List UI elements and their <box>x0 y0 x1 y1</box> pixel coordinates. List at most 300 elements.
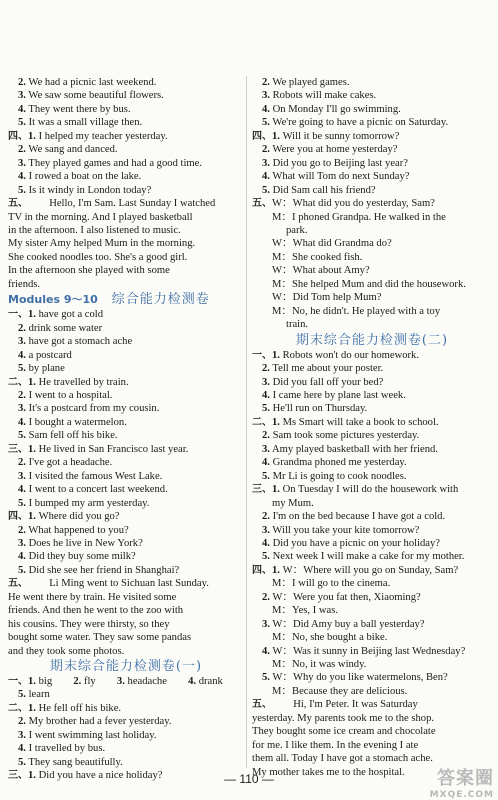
item-number: 3. <box>262 524 270 536</box>
item-number: 5. <box>262 551 270 563</box>
answer-text: have got a stomach ache <box>28 336 133 348</box>
dialogue-text: No, she bought a bike. <box>292 632 388 644</box>
item-number: 1. <box>28 511 36 523</box>
passage-text: Li Ming went to Sichuan last Sunday. <box>49 578 209 590</box>
answer-line <box>8 577 244 590</box>
answer-line <box>8 184 244 197</box>
answer-line <box>252 389 492 402</box>
answer-text: Robots won't do our homework. <box>282 349 419 361</box>
dialogue-text: park. <box>286 224 308 236</box>
answer-line <box>252 429 492 442</box>
answer-line <box>8 335 244 348</box>
section-marker: 四、 <box>8 511 28 523</box>
answer-line <box>252 116 492 129</box>
dialogue-text: Yes, I was. <box>292 605 339 617</box>
answer-text: They sang beautifully. <box>28 756 123 768</box>
item-number: 1. <box>28 770 36 782</box>
dialogue-text: Were you fat then, Xiaoming? <box>293 591 421 603</box>
item-number: 5. <box>18 430 26 442</box>
answer-line <box>252 591 492 604</box>
answer-line <box>8 237 244 250</box>
item-number: 1. <box>28 130 36 142</box>
answer-line <box>252 211 492 224</box>
answer-line <box>252 712 492 725</box>
item-number: 5. <box>262 184 270 196</box>
answer-text: have got a cold <box>38 309 104 321</box>
item-number: 4. <box>262 537 270 549</box>
answer-line <box>8 742 244 755</box>
answer-line <box>252 416 492 429</box>
passage-text: bought some water. They saw some pandas <box>8 632 192 644</box>
answer-text: He fell off his bike. <box>38 702 122 714</box>
answer-line <box>252 631 492 644</box>
answer-line <box>252 130 492 143</box>
answer-line <box>252 237 492 250</box>
answer-line <box>252 349 492 362</box>
item-number: 1. <box>28 443 36 455</box>
speaker-label: M： <box>272 251 293 263</box>
item-number: 4. <box>18 416 26 428</box>
answer-line <box>252 739 492 752</box>
answer-text: a postcard <box>28 349 72 361</box>
item-number: 3. <box>18 90 26 102</box>
section-heading <box>8 292 244 307</box>
answer-text: It was a small village then. <box>28 117 143 129</box>
answer-text: Where did you go? <box>38 511 120 523</box>
answer-text: fly <box>83 676 96 688</box>
passage-text: My sister Amy helped Mum in the morning. <box>8 238 196 250</box>
speaker-label: W： <box>272 618 294 630</box>
answer-line <box>8 211 244 224</box>
item-number: 2. <box>18 77 26 88</box>
item-number: 3. <box>262 90 270 102</box>
answer-text: We had a picnic last weekend. <box>28 77 157 88</box>
right-column <box>252 76 492 779</box>
passage-text: in the afternoon. I also listened to music. <box>8 224 181 236</box>
answer-text: I'm on the bed because I have got a cold. <box>272 511 446 523</box>
dialogue-text: No, it was windy. <box>292 659 367 671</box>
speaker-label: M： <box>272 632 293 644</box>
passage-text: yesterday. My parents took me to the shop. <box>252 712 435 724</box>
answer-line <box>8 645 244 658</box>
dialogue-text: Did Tom help Mum? <box>292 292 382 304</box>
passage-text: He went there by train. He visited some <box>8 591 177 603</box>
dialogue-text: Did Amy buy a ball yesterday? <box>293 618 425 630</box>
passage-text: friends. And then he went to the zoo with <box>8 605 184 617</box>
answer-line <box>8 756 244 769</box>
answer-text: Did they buy some milk? <box>28 551 136 563</box>
passage-text: She cooked noodles too. She's a good girl. <box>8 251 188 263</box>
answer-line <box>252 376 492 389</box>
answer-text: We sang and danced. <box>28 144 118 156</box>
answer-line <box>252 564 492 577</box>
answer-text: I came here by plane last week. <box>272 389 406 401</box>
answer-text: My brother had a fever yesterday. <box>28 716 172 728</box>
speaker-label: M： <box>272 278 293 290</box>
answer-line <box>8 103 244 116</box>
answer-line <box>8 429 244 442</box>
dialogue-text: She cooked fish. <box>292 251 363 263</box>
passage-text: Hi, I'm Peter. It was Saturday <box>293 699 418 711</box>
answer-line <box>8 510 244 523</box>
answer-line <box>8 264 244 277</box>
answer-text: learn <box>28 689 50 701</box>
answer-line <box>8 349 244 362</box>
section-marker: 二、 <box>252 416 272 428</box>
answer-line <box>252 291 492 304</box>
item-number: 2. <box>18 322 26 334</box>
answer-line <box>8 591 244 604</box>
item-number: 4. <box>18 743 26 755</box>
answer-line <box>8 483 244 496</box>
speaker-label: M： <box>272 305 293 317</box>
answer-text: Is it windy in London today? <box>28 184 152 196</box>
answer-text: Does he live in New York? <box>28 537 143 549</box>
answer-text: Did you have a picnic on your holiday? <box>272 537 441 549</box>
answer-text: big <box>38 676 53 688</box>
item-number: 2. <box>18 457 26 469</box>
answer-text: They played games and had a good time. <box>28 157 202 169</box>
answer-line <box>8 143 244 156</box>
answer-line <box>8 116 244 129</box>
item-number: 3. <box>18 470 26 482</box>
item-number: 4. <box>262 457 270 469</box>
dialogue-text: train. <box>286 319 309 331</box>
section-marker: 一、 <box>8 309 28 321</box>
answer-line <box>8 550 244 563</box>
item-number: 4. <box>18 349 26 361</box>
answer-line <box>252 725 492 738</box>
answer-line <box>8 224 244 237</box>
section-marker: 五、 <box>252 198 272 210</box>
speaker-label: M： <box>272 605 293 617</box>
item-number: 2. <box>18 144 26 156</box>
item-number: 2. <box>262 144 270 156</box>
answer-text: Did you have a nice holiday? <box>38 770 163 782</box>
section-heading <box>252 333 492 348</box>
answer-text: It's a postcard from my cousin. <box>28 403 160 415</box>
item-number: 5. <box>262 470 270 482</box>
answer-text: Did you go to Beijing last year? <box>272 157 408 169</box>
speaker-label: W： <box>272 672 294 684</box>
answer-text: Mr Li is going to cook noodles. <box>272 470 407 482</box>
dialogue-text: Was it sunny in Beijing last Wednesday? <box>293 645 466 657</box>
answer-text: On Monday I'll go swimming. <box>272 103 401 115</box>
section-marker: 一、 <box>8 676 28 688</box>
item-number: 2. <box>18 716 26 728</box>
answer-line <box>252 645 492 658</box>
answer-line <box>252 278 492 291</box>
item-number: 1. <box>28 702 36 714</box>
answer-line <box>252 550 492 563</box>
item-number: 1. <box>28 676 36 688</box>
answer-line <box>252 157 492 170</box>
answer-line <box>252 524 492 537</box>
section-marker: 四、 <box>8 130 28 142</box>
column-divider <box>246 76 247 768</box>
answer-line <box>8 170 244 183</box>
answer-text: Will it be sunny tomorrow? <box>282 130 400 142</box>
answer-text: by plane <box>28 363 65 375</box>
answer-text: Did she see her friend in Shanghai? <box>28 564 180 576</box>
answer-line <box>8 470 244 483</box>
answer-line <box>8 537 244 550</box>
section-marker: 五、 <box>252 699 272 711</box>
speaker-label: M： <box>272 211 293 223</box>
answer-line <box>8 322 244 335</box>
passage-text: for me. I like them. In the evening I ate <box>252 739 419 751</box>
passage-text: his cousins. They were thirsty, so they <box>8 618 170 630</box>
item-number: 2. <box>18 389 26 401</box>
item-number: 1. <box>28 309 36 321</box>
answer-text: I helped my teacher yesterday. <box>38 130 168 142</box>
section-heading <box>8 659 244 674</box>
item-number: 2. <box>262 363 270 375</box>
passage-text: and they took some photos. <box>8 645 125 657</box>
left-column <box>8 76 244 783</box>
answer-line <box>8 402 244 415</box>
answer-text: He lived in San Francisco last year. <box>38 443 189 455</box>
item-number: 4. <box>188 676 197 688</box>
answer-text: On Tuesday I will do the housework with <box>282 484 459 496</box>
answer-text: Will you take your kite tomorrow? <box>272 524 420 536</box>
answer-line <box>252 251 492 264</box>
answer-line <box>8 278 244 291</box>
answer-line <box>252 305 492 318</box>
item-number: 4. <box>262 645 270 657</box>
answer-line <box>252 318 492 331</box>
item-number: 1. <box>272 484 280 496</box>
item-number: 5. <box>18 689 26 701</box>
answer-line <box>8 702 244 715</box>
answer-line <box>8 524 244 537</box>
answer-line <box>8 362 244 375</box>
speaker-label: W： <box>272 265 293 277</box>
answer-text: Sam fell off his bike. <box>28 430 118 442</box>
answer-line <box>8 456 244 469</box>
item-number: 4. <box>18 171 26 183</box>
answer-line <box>8 130 244 143</box>
section-marker: 二、 <box>8 376 28 388</box>
item-number: 1. <box>28 376 36 388</box>
item-number: 3. <box>18 336 26 348</box>
section-marker: 一、 <box>252 349 272 361</box>
dialogue-text: I phoned Grandpa. He walked in the <box>292 211 446 223</box>
answer-text: Did you fall off your bed? <box>272 376 384 388</box>
answer-text: I've got a headache. <box>28 457 113 469</box>
section-marker: 二、 <box>8 702 28 714</box>
dialogue-text: No, he didn't. He played with a toy <box>292 305 441 317</box>
passage-text: Hello, I'm Sam. Last Sunday I watched <box>49 198 216 210</box>
item-number: 5. <box>18 756 26 768</box>
speaker-label: W： <box>282 564 304 576</box>
item-number: 1. <box>272 130 280 142</box>
speaker-label: W： <box>272 198 293 210</box>
answer-line <box>252 510 492 523</box>
answer-line <box>8 89 244 102</box>
speaker-label: W： <box>272 238 293 250</box>
heading-title: 综合能力检测卷 <box>111 292 210 308</box>
speaker-label: W： <box>272 591 294 603</box>
answer-text: I bought a watermelon. <box>28 416 127 428</box>
dialogue-text: She helped Mum and did the housework. <box>292 278 466 290</box>
item-number: 5. <box>262 403 270 415</box>
answer-text: I travelled by bus. <box>28 743 106 755</box>
answer-line <box>8 497 244 510</box>
dialogue-text: I will go to the cinema. <box>292 578 391 590</box>
answer-line <box>8 197 244 210</box>
answer-text: drink some water <box>28 322 103 334</box>
speaker-label: W： <box>272 292 293 304</box>
watermark-text: 答案圈 <box>437 768 494 789</box>
answer-text: Tell me about your poster. <box>272 363 384 375</box>
dialogue-text: What about Amy? <box>292 265 370 277</box>
item-number: 4. <box>262 103 270 115</box>
answer-line <box>8 251 244 264</box>
item-number: 2. <box>18 524 26 536</box>
answer-text: Next week I will make a cake for my mother. <box>272 551 465 563</box>
heading-title: 期末综合能力检测卷(二) <box>295 332 449 348</box>
watermark-url: MXQE.COM <box>429 790 494 800</box>
answer-text: I bumped my arm yesterday. <box>28 497 150 509</box>
item-number: 5. <box>18 564 26 576</box>
answer-line <box>252 224 492 237</box>
answer-text: He'll run on Thursday. <box>272 403 368 415</box>
section-marker: 四、 <box>252 130 272 142</box>
answer-line <box>8 729 244 742</box>
dialogue-text: What did Grandma do? <box>292 238 392 250</box>
passage-text: My mother takes me to the hospital. <box>252 766 405 778</box>
answer-line <box>8 157 244 170</box>
answer-line <box>252 685 492 698</box>
answer-text: We played games. <box>272 77 350 88</box>
answer-line <box>8 416 244 429</box>
answer-line <box>252 184 492 197</box>
answer-line <box>252 671 492 684</box>
speaker-label: W： <box>272 645 294 657</box>
item-number: 2. <box>262 77 270 88</box>
answer-line <box>252 698 492 711</box>
dialogue-text: What did you do yesterday, Sam? <box>292 198 435 210</box>
answer-text: Grandma phoned me yesterday. <box>272 457 407 469</box>
answer-line <box>252 143 492 156</box>
item-number: 3. <box>262 618 270 630</box>
page-number: — 110 — <box>224 772 274 786</box>
item-number: 2. <box>262 511 270 523</box>
item-number: 1. <box>272 564 280 576</box>
item-number: 4. <box>18 484 26 496</box>
answer-line <box>8 715 244 728</box>
answer-line <box>8 604 244 617</box>
dialogue-text: Why do you like watermelons, Ben? <box>293 672 448 684</box>
answer-line <box>252 402 492 415</box>
answer-line <box>8 631 244 644</box>
passage-text: TV in the morning. And I played basketball <box>8 211 193 223</box>
speaker-label: M： <box>272 578 293 590</box>
item-number: 2. <box>262 430 270 442</box>
answer-text: Were you at home yesterday? <box>272 144 398 156</box>
passage-text: friends. <box>8 278 41 290</box>
answer-line <box>252 577 492 590</box>
answer-line <box>252 76 492 89</box>
answer-text: I went to a concert last weekend. <box>28 484 168 496</box>
item-number: 3. <box>262 376 270 388</box>
answer-text: I visited the famous West Lake. <box>28 470 163 482</box>
answer-text: I went to a hospital. <box>28 389 113 401</box>
passage-text: them all. Today I have got a stomach ache. <box>252 753 433 765</box>
dialogue-text: Because they are delicious. <box>292 685 408 697</box>
answer-text: Amy played basketball with her friend. <box>272 443 438 455</box>
passage-text: They bought some ice cream and chocolate <box>252 726 436 738</box>
answer-text: What happened to you? <box>28 524 129 536</box>
answer-text: They went there by bus. <box>28 103 131 115</box>
answer-line <box>8 675 244 688</box>
answer-line <box>8 376 244 389</box>
item-number: 5. <box>18 497 26 509</box>
item-number: 1. <box>272 349 280 361</box>
answer-line <box>8 443 244 456</box>
answer-line <box>252 443 492 456</box>
answer-text: drank <box>198 676 223 688</box>
answer-text: headache <box>127 676 167 688</box>
answer-line <box>252 483 492 496</box>
speaker-label: M： <box>272 659 293 671</box>
answer-text: Did Sam call his friend? <box>272 184 376 196</box>
answer-line <box>252 456 492 469</box>
answer-line <box>252 618 492 631</box>
answer-line <box>8 76 244 89</box>
answer-line <box>252 604 492 617</box>
item-number: 3. <box>262 157 270 169</box>
section-marker: 四、 <box>252 564 272 576</box>
answer-line <box>252 197 492 210</box>
speaker-label: M： <box>272 685 293 697</box>
watermark-logo <box>430 764 494 800</box>
dialogue-text: Where will you go on Sunday, Sam? <box>303 564 459 576</box>
item-number: 3. <box>262 443 270 455</box>
answer-line <box>252 658 492 671</box>
answer-text: What will Tom do next Sunday? <box>272 171 410 183</box>
answer-line <box>252 497 492 510</box>
section-marker: 三、 <box>8 770 28 782</box>
item-number: 5. <box>262 672 270 684</box>
answer-line <box>8 688 244 701</box>
item-number: 3. <box>18 403 26 415</box>
answer-line <box>252 470 492 483</box>
answer-text: We're going to have a picnic on Saturday. <box>272 117 449 129</box>
item-number: 3. <box>116 676 125 688</box>
heading-title: 期末综合能力检测卷(一) <box>49 659 203 675</box>
item-number: 5. <box>18 363 26 375</box>
passage-text: In the afternoon she played with some <box>8 265 170 277</box>
item-number: 4. <box>18 551 26 563</box>
answer-text: my Mum. <box>272 497 314 509</box>
item-number: 2. <box>73 676 82 688</box>
item-number: 5. <box>262 117 270 129</box>
section-marker: 三、 <box>8 443 28 455</box>
answer-text: I rowed a boat on the lake. <box>28 171 142 183</box>
answer-line <box>8 618 244 631</box>
answer-line <box>252 362 492 375</box>
item-number: 2. <box>262 591 270 603</box>
answer-line <box>252 103 492 116</box>
item-number: 5. <box>18 184 26 196</box>
item-number: 4. <box>18 103 26 115</box>
answer-text: We saw some beautiful flowers. <box>28 90 164 102</box>
item-number: 4. <box>262 171 270 183</box>
section-marker: 五、 <box>8 198 28 210</box>
answer-text: Ms Smart will take a book to school. <box>282 416 439 428</box>
